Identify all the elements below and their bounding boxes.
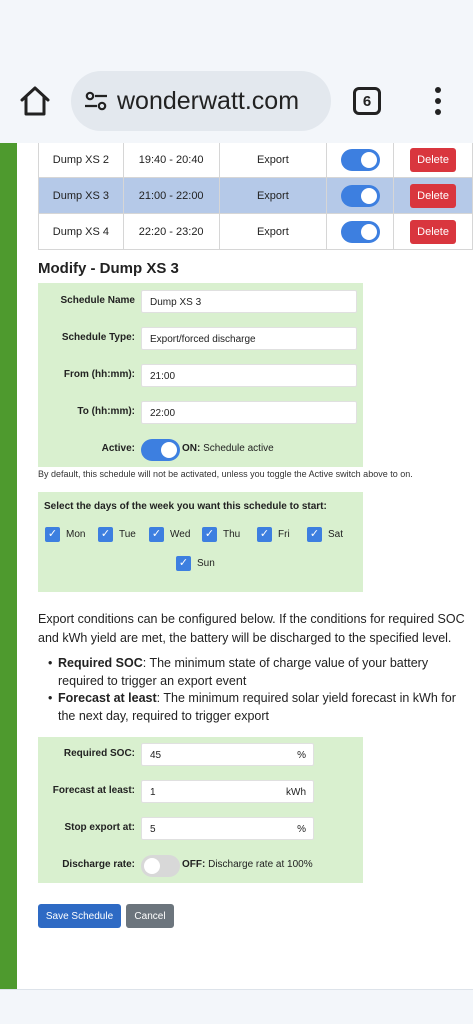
active-row [38,438,363,462]
discharge-state: OFF: [182,859,206,870]
bullet-term: Forecast at least [58,691,157,705]
schedule-active-toggle[interactable] [341,221,380,243]
from-time-input[interactable]: 21:00 [141,364,357,387]
soc-unit: % [297,750,306,761]
save-schedule-button[interactable]: Save Schedule [38,904,121,928]
list-item [48,690,468,725]
side-accent-bar [0,143,17,989]
bullet-term: Required SOC [58,656,143,670]
modify-form [38,283,363,467]
to-label: To (hh:mm): [77,406,135,417]
checkbox-checked-icon[interactable]: ✓ [45,527,60,542]
schedule-name-input[interactable]: Dump XS 3 [141,290,357,313]
schedule-type: Export [219,178,327,214]
active-state: ON: [182,443,201,454]
discharge-status-text: Discharge rate at 100% [208,859,313,870]
more-menu-icon[interactable] [430,86,446,116]
table-row[interactable] [39,214,473,250]
active-toggle[interactable] [141,439,180,461]
schedule-type: Export [219,214,327,250]
modify-title: Modify - Dump XS 3 [38,260,179,277]
checkbox-checked-icon[interactable]: ✓ [307,527,322,542]
to-time-input[interactable]: 22:00 [141,401,357,424]
page-content [0,143,473,989]
schedule-time: 22:20 - 23:20 [123,214,219,250]
day-label: Sun [197,558,215,569]
checkbox-checked-icon[interactable]: ✓ [257,527,272,542]
days-selector [38,492,363,592]
address-bar[interactable] [71,71,331,131]
schedule-name-label: Schedule Name [60,295,135,306]
export-conditions-list [48,655,468,725]
forecast-unit: kWh [286,787,306,798]
tab-switcher-button[interactable] [353,87,381,115]
discharge-status [182,859,313,870]
soc-row [38,743,363,767]
delete-button[interactable]: Delete [410,184,456,208]
bottom-bar [0,989,473,1024]
day-tue[interactable] [98,527,136,542]
home-icon[interactable] [18,84,52,118]
day-label: Thu [223,529,241,540]
schedule-name: Dump XS 4 [39,214,124,250]
discharge-label: Discharge rate: [62,859,135,870]
schedule-active-toggle[interactable] [341,149,380,171]
day-label: Mon [66,529,86,540]
export-conditions-description: Export conditions can be configured below. If the conditions for required SOC and kWh yield are met, the battery will be discharged to the specified level. [38,612,465,645]
from-row [38,364,363,388]
delete-button[interactable]: Delete [410,148,456,172]
schedule-type-row [38,327,363,351]
bullet-text: : The minimum required solar yield forecast in kWh for the next day, required to trigger export [58,691,456,723]
active-label: Active: [101,443,135,454]
schedule-table [38,143,473,250]
to-row [38,401,363,425]
site-settings-icon[interactable] [83,88,109,114]
schedule-type-label: Schedule Type: [61,332,135,343]
checkbox-checked-icon[interactable]: ✓ [98,527,113,542]
day-fri[interactable] [257,527,290,542]
export-conditions-form [38,737,363,883]
day-sat[interactable] [307,527,343,542]
schedule-type-select[interactable]: Export/forced discharge [141,327,357,350]
day-label: Tue [119,529,136,540]
browser-toolbar [0,0,473,143]
table-row[interactable] [39,178,473,214]
forecast-row [38,780,363,804]
day-thu[interactable] [202,527,240,542]
active-status [182,443,274,454]
schedule-name: Dump XS 3 [39,178,124,214]
checkbox-checked-icon[interactable]: ✓ [176,556,191,571]
discharge-row [38,854,363,878]
schedule-time: 21:00 - 22:00 [123,178,219,214]
schedule-name: Dump XS 2 [39,143,124,178]
day-sun[interactable] [176,556,215,571]
forecast-input[interactable] [141,780,314,803]
stop-export-input[interactable] [141,817,314,840]
cancel-button[interactable]: Cancel [126,904,174,928]
soc-label: Required SOC: [63,748,135,759]
schedule-type: Export [219,143,327,178]
table-row[interactable] [39,143,473,178]
from-label: From (hh:mm): [63,369,135,380]
active-status-text: Schedule active [203,443,274,454]
checkbox-checked-icon[interactable]: ✓ [149,527,164,542]
day-label: Fri [278,529,290,540]
soc-value: 45 [150,750,162,761]
days-title: Select the days of the week you want this schedule to start: [44,501,327,512]
stop-label: Stop export at: [64,822,135,833]
bullet-text: : The minimum state of charge value of your battery required to trigger an export event [58,656,429,688]
required-soc-input[interactable] [141,743,314,766]
day-mon[interactable] [45,527,85,542]
schedule-active-toggle[interactable] [341,185,380,207]
stop-row [38,817,363,841]
day-wed[interactable] [149,527,190,542]
url-text[interactable]: wonderwatt.com [117,86,300,115]
stop-value: 5 [150,824,156,835]
schedule-name-row [38,290,363,314]
checkbox-checked-icon[interactable]: ✓ [202,527,217,542]
schedule-time: 19:40 - 20:40 [123,143,219,178]
stop-unit: % [297,824,306,835]
delete-button[interactable]: Delete [410,220,456,244]
day-label: Sat [328,529,344,540]
forecast-label: Forecast at least: [52,785,135,796]
day-label: Wed [170,529,191,540]
discharge-rate-toggle[interactable] [141,855,180,877]
list-item [48,655,468,690]
activation-note: By default, this schedule will not be activated, unless you toggle the Active switch above to on. [38,469,413,479]
forecast-value: 1 [150,787,156,798]
tab-count: 6 [362,92,372,110]
